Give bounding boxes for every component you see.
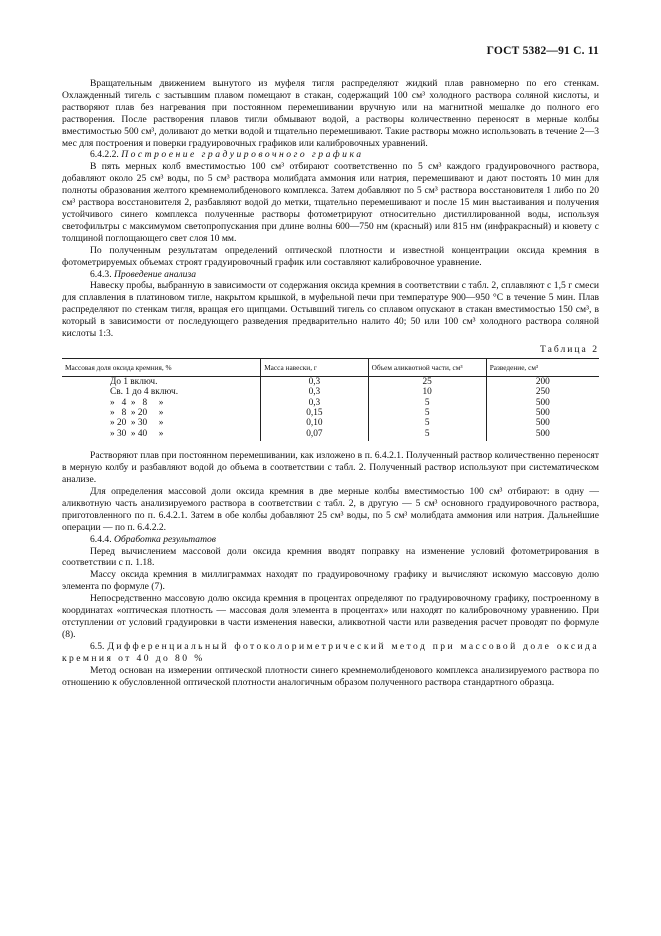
cell: » 20 » 30 » [110,418,164,429]
cell: 250 [486,387,599,397]
cell: 25 [368,376,486,387]
paragraph-after-table-2: Для определения массовой доли оксида кремния в две мерные колбы вместимостью 100 см³ отбирают: в одну — аликвотную часть анализируемого раствора в соответствии с табл. 2, в другую — 5 см³ основного градуировочного раствора, приготовленного по п. 6.4.2.1. Затем в обе колбы добавляют 25 см³ воды, по 5 см³ молибдата аммония или натрия. Дальнейшие операции — по п. 6.4.2.2. [62,486,599,533]
paragraph-after-table-1: Растворяют плав при постоянном перемешивании, как изложено в п. 6.4.2.1. Полученный раствор количественно переносят в мерную колбу и разбавляют водой до объема в соответствии с табл. 2. Полученный раствор используют при систематическом анализе. [62,450,599,486]
cell: » 30 » 40 » [110,428,164,439]
col-header-sample-mass: Масса навески, г [261,358,368,376]
cell: 0,15 [261,408,368,418]
paragraph-6-4-4-b: Массу оксида кремния в миллиграммах находят по градуировочному графику и вычисляют искомую массовую долю элемента по формуле (7). [62,569,599,593]
paragraph-intro: Вращательным движением вынутого из муфеля тигля распределяют жидкий плав равномерно по его стенкам. Охлажденный тигель с застывшим плавом помещают в стакан, содержащий 100 см³ холодного раствора соляной кислоты, и растворяют плав без нагревания при постоянном перемешивании вручную или на магнитной мешалке до полного его растворения. После растворения плавов тигли обмывают водой, а растворы количественно переносят в мерные колбы вместимостью 500 см³, доливают до метки водой и тщательно перемешивают. Такие растворы можно использовать в течение 2—3 мес для построения и поверки градуировочных графиков или калибровочных уравнений. [62,78,599,149]
section-6-4-4 [62,534,599,546]
section-number: 6.5. [90,640,105,652]
col-header-aliquot-volume: Объем аликвотной части, см³ [368,358,486,376]
cell: 500 [486,429,599,441]
section-title: Проведение анализа [114,268,197,280]
col-header-mass-fraction: Массовая доля оксида кремния, % [62,358,261,376]
table-row [62,408,599,418]
cell: 500 [486,418,599,428]
table-row [62,418,599,428]
cell: 200 [486,376,599,387]
paragraph-6-4-2-2-b: По полученным результатам определений оптической плотности и известной концентрации оксида кремния в фотометрируемых объемах строят градуировочный график или составляют калибровочное уравнение. [62,244,599,268]
table-row [62,398,599,408]
table-caption: Таблица 2 [539,343,599,355]
cell: 5 [368,418,486,428]
section-title: Дифференциальный фотоколориметрический метод при массовой доле оксида кремния от 40 до 80 % [62,640,599,664]
cell: » 8 » 20 » [110,408,164,419]
cell: До 1 включ. [110,376,158,387]
paragraph-6-5: Метод основан на измерении оптической плотности синего кремнемолибденового комплекса анализируемого раствора по отношению к обусловленной оптической плотности аналогичным образом полученного раствора стандартного образца. [62,664,599,688]
cell: 0,07 [261,429,368,441]
cell: » 4 » 8 » [110,397,164,408]
section-6-4-3 [62,269,599,281]
section-6-4-2-2 [62,149,599,161]
cell: 500 [486,398,599,408]
table-header-row [62,358,599,376]
section-number: 6.4.3. [90,268,112,280]
section-title: Построение градуировочного графика [121,149,364,161]
cell: Св. 1 до 4 включ. [110,387,179,398]
section-6-5 [62,641,599,665]
section-number: 6.4.4. [90,533,112,545]
col-header-dilution: Разведение, см³ [486,358,599,376]
document-body [62,78,599,688]
table-row [62,376,599,387]
cell: 10 [368,387,486,397]
cell: 0,3 [261,376,368,387]
cell: 5 [368,429,486,441]
cell: 0,10 [261,418,368,428]
page-header: ГОСТ 5382—91 С. 11 [486,45,599,57]
paragraph-6-4-3: Навеску пробы, выбранную в зависимости от содержания оксида кремния в соответствии с табл. 2, сплавляют с 1,5 г смеси для сплавления в платиновом тигле, накрытом крышкой, в муфельной печи при температуре 900—950 °С в течение 5 мин. Плав распределяют по стенкам тигля, вращая его щипцами. Остывший тигель со сплавом опускают в стакан вместимостью 150 см³, в который в зависимости от последующего разведения предварительно налито 40; 50 или 100 см³ холодного раствора соляной кислоты 1:3. [62,280,599,340]
cell: 500 [486,408,599,418]
table-2 [62,358,599,441]
paragraph-6-4-2-2-a: В пять мерных колб вместимостью 100 см³ отбирают соответственно по 5 см³ каждого градуировочного раствора, добавляют около 25 см³ воды, по 5 см³ раствора молибдата аммония или натрия, перемешивают и дают постоять 10 мин для полноты образования желтого кремнемолибденового комплекса. Затем добавляют по 5 см³ раствора восстановителя 1 либо по 20 см³ раствора восстановителя 2, разбавляют водой до метки, тщательно перемешивают и после 15 мин выстаивания и получения устойчивого синего комплекса полученные растворы фотометрируют относительно дистиллированной воды, используя светофильтры с максимумом светопропускания при длине волны 600—750 нм (красный) или 815 нм (инфракрасный) и кювету с толщиной поглощающего свет слоя 10 мм. [62,161,599,244]
paragraph-6-4-4-a: Перед вычислением массовой доли оксида кремния вводят поправку на изменение условий фотометрирования в соответствии с п. 1.18. [62,545,599,569]
cell: 5 [368,398,486,408]
table-row [62,429,599,441]
cell: 0,3 [261,387,368,397]
section-title: Обработка результатов [114,533,216,545]
table-row [62,387,599,397]
paragraph-6-4-4-c: Непосредственно массовую долю оксида кремния в процентах определяют по градуировочному графику, построенному в координатах «оптическая плотность — массовая доля элемента в процентах» или находят по калибровочному уравнению. При отступлении от условий градуировки в части изменения навески, аликвотной части или разведения расчет проводят по формуле (8). [62,593,599,640]
section-number: 6.4.2.2. [90,149,119,161]
cell: 0,3 [261,398,368,408]
cell: 5 [368,408,486,418]
